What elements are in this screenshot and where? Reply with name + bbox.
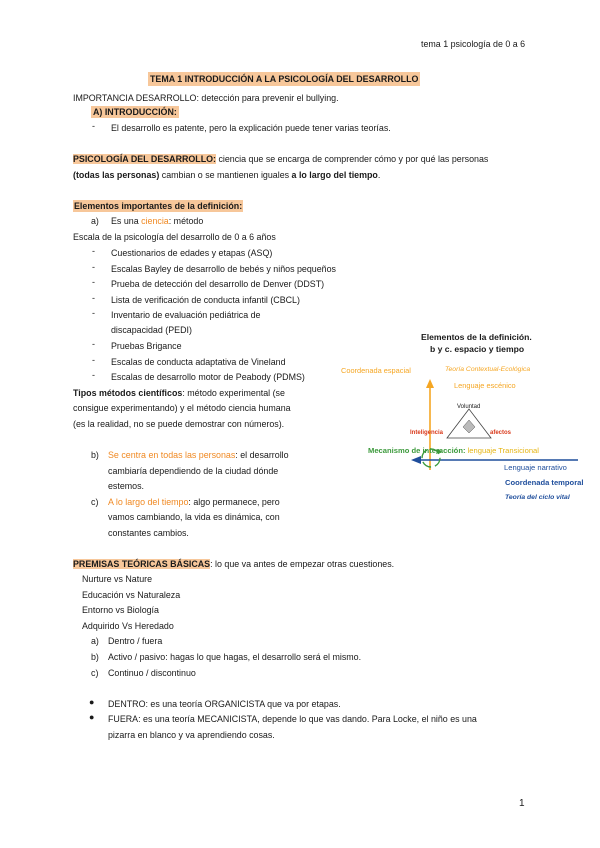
premisa-sub-marker: c) — [91, 668, 99, 678]
dash-marker: - — [92, 246, 95, 256]
psicologia-bold2: a lo largo del tiempo — [291, 170, 378, 180]
elementos-a-highlight: ciencia — [141, 216, 169, 226]
premisa-sub-item: Continuo / discontinuo — [108, 668, 196, 678]
elementos-b-marker: b) — [91, 450, 99, 460]
elementos-a-marker: a) — [91, 216, 99, 226]
list-item: Escalas de desarrollo motor de Peabody (PDMS) — [111, 372, 305, 382]
dash-marker: - — [92, 262, 95, 272]
lenguaje-escenico-label: Lenguaje escénico — [454, 381, 516, 390]
premisa-pair: Educación vs Naturaleza — [82, 590, 181, 600]
dash-marker: - — [92, 308, 95, 318]
psicologia-bold1: (todas las personas) — [73, 170, 160, 180]
list-item: Cuestionarios de edades y etapas (ASQ) — [111, 248, 273, 258]
premisa-sub-marker: a) — [91, 636, 99, 646]
premisas-line — [73, 558, 394, 570]
page-title: TEMA 1 INTRODUCCIÓN A LA PSICOLOGÍA DEL DESARROLLO — [150, 74, 419, 84]
elementos-c-highlight: A lo largo del tiempo — [108, 497, 189, 507]
dash-marker: - — [92, 277, 95, 287]
coord-temporal-label: Coordenada temporal — [505, 478, 584, 487]
lenguaje-transicional-label: lenguaje Transicional — [467, 446, 539, 455]
introduccion-heading: A) INTRODUCCIÓN: — [93, 107, 177, 117]
bullet-item: DENTRO: es una teoría ORGANICISTA que va por etapas. — [108, 699, 341, 709]
elementos-b-line-2: cambiaría dependiendo de la ciudad dónde — [108, 466, 279, 476]
list-item-continuation: discapacidad (PEDI) — [111, 325, 192, 335]
elementos-heading: Elementos importantes de la definición: — [74, 201, 243, 211]
premisa-pair: Nurture vs Nature — [82, 574, 153, 584]
list-item: Prueba de detección del desarrollo de Denver (DDST) — [111, 279, 325, 289]
escala-line: Escala de la psicología del desarrollo de 0 a 6 años — [73, 232, 276, 242]
premisa-pair: Entorno vs Biología — [82, 605, 159, 615]
introduccion-item: El desarrollo es patente, pero la explicación puede tener varias teorías. — [111, 123, 391, 133]
premisas-label: PREMISAS TEÓRICAS BÁSICAS — [73, 559, 211, 569]
inteligencia-label: Inteligencia — [410, 430, 444, 436]
afectos-label: afectos — [490, 430, 512, 436]
list-item: Pruebas Brigance — [111, 341, 182, 351]
list-item: Lista de verificación de conducta infantil (CBCL) — [111, 295, 300, 305]
lenguaje-narrativo-label: Lenguaje narrativo — [504, 463, 567, 472]
voluntad-label: Voluntad — [457, 404, 481, 410]
tipos-label: Tipos métodos científicos — [73, 388, 183, 398]
bullet-icon: ● — [89, 712, 95, 722]
horizontal-axis-arrowhead — [411, 456, 421, 464]
premisa-sub-marker: b) — [91, 652, 99, 662]
teoria-contextual-label: Teoría Contextual-Ecológica — [445, 366, 531, 373]
tipos-line-3: (es la realidad, no se puede demostrar con números). — [73, 419, 285, 429]
elementos-b-line-3: estemos. — [108, 481, 145, 491]
psicologia-text1: ciencia que se encarga de comprender cómo y por qué las personas — [216, 154, 489, 164]
dash-marker: - — [92, 121, 95, 131]
bullet-item-continuation: pizarra en blanco y va aprendiendo cosas. — [108, 730, 275, 740]
importancia-text: : detección para prevenir el bullying. — [196, 93, 339, 103]
elementos-a-post: : método — [168, 216, 204, 226]
dash-marker: - — [92, 339, 95, 349]
page-number: 1 — [519, 798, 525, 809]
diagram-title-1: Elementos de la definición. — [421, 332, 532, 342]
elementos-c-marker: c) — [91, 497, 99, 507]
premisa-sub-item: Activo / pasivo: hagas lo que hagas, el desarrollo será el mismo. — [108, 652, 362, 662]
bullet-icon: ● — [89, 697, 95, 707]
mecanismo-label: Mecanismo de interacción: — [368, 446, 466, 455]
coord-espacial-label: Coordenada espacial — [341, 366, 411, 375]
running-header: tema 1 psicología de 0 a 6 — [421, 39, 526, 49]
tipos-text: : método experimental (se — [182, 388, 285, 398]
elementos-b-text: : el desarrollo — [235, 450, 289, 460]
importancia-label: IMPORTANCIA DESARROLLO — [73, 93, 197, 103]
premisa-pair: Adquirido Vs Heredado — [82, 621, 174, 631]
list-item: Escalas Bayley de desarrollo de bebés y niños pequeños — [111, 264, 336, 274]
psicologia-label: PSICOLOGÍA DEL DESARROLLO: — [73, 154, 216, 164]
dash-marker: - — [92, 293, 95, 303]
elementos-b-highlight: Se centra en todas las personas — [108, 450, 236, 460]
dash-marker: - — [92, 370, 95, 380]
premisas-text: : lo que va antes de empezar otras cuestiones. — [210, 559, 395, 569]
elementos-c-line-2: vamos cambiando, la vida es dinámica, con — [108, 512, 280, 522]
brain-icon — [463, 420, 475, 433]
tipos-line-2: consigue experimentando) y el método ciencia humana — [73, 403, 291, 413]
premisa-sub-item: Dentro / fuera — [108, 636, 163, 646]
bullet-item: FUERA: es una teoría MECANICISTA, depende lo que vas dando. Para Locke, el niño es una — [108, 714, 477, 724]
diagram-title-2: b y c. espacio y tiempo — [430, 344, 525, 354]
list-item: Inventario de evaluación pediátrica de — [111, 310, 261, 320]
vertical-axis-arrowhead — [426, 379, 434, 388]
teoria-ciclo-label: Teoría del ciclo vital — [505, 494, 570, 501]
elementos-c-text: : algo permanece, pero — [188, 497, 280, 507]
elementos-c-line-3: constantes cambios. — [108, 528, 189, 538]
psicologia-end: . — [377, 170, 381, 180]
dash-marker: - — [92, 355, 95, 365]
mecanismo-line — [368, 446, 539, 455]
psicologia-text2: cambian o se mantienen iguales — [159, 170, 292, 180]
list-item: Escalas de conducta adaptativa de Vineland — [111, 357, 286, 367]
elementos-a-pre: Es una — [111, 216, 142, 226]
